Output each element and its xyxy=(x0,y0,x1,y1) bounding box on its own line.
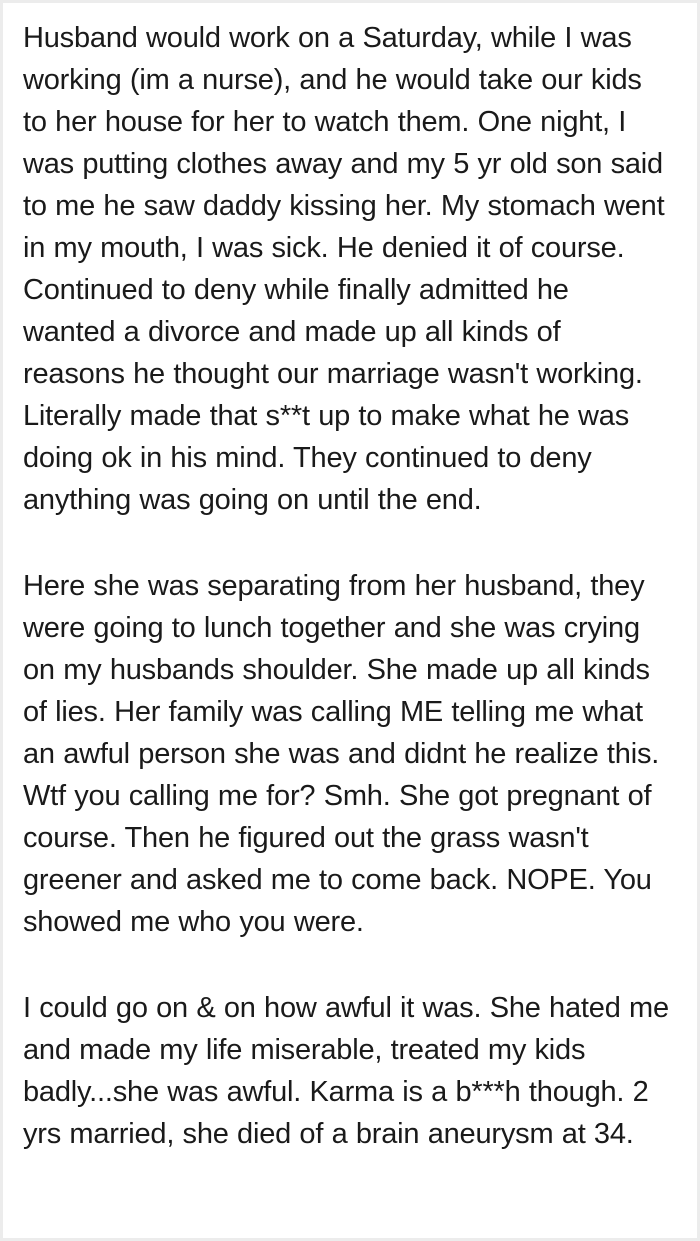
post-paragraph-2: Here she was separating from her husband, they were going to lunch together and she was crying on my husbands shoulder. She made up all kinds of lies. Her family was calling ME telling me what an awful person she was and didnt he realize this. Wtf you calling me for? Smh. She got pregnant of course. Then he figured out the grass wasn't greener and asked me to come back. NOPE. You showed me who you were. xyxy=(23,570,660,938)
post-paragraph-1: Husband would work on a Saturday, while I was working (im a nurse), and he would take our kids to her house for her to watch them. One night, I was putting clothes away and my 5 yr old son said to me he saw daddy kissing her. My stomach went in my mouth, I was sick. He denied it of course. Continued to deny while finally admitted he wanted a divorce and made up all kinds of reasons he thought our marriage wasn't working. Literally made that s**t up to make what he was doing ok in his mind. They continued to deny anything was going on until the end. xyxy=(23,22,665,516)
post-paragraph-3: I could go on & on how awful it was. She hated me and made my life miserable, treated my kids badly...she was awful. Karma is a b***h though. 2 yrs married, she died of a brain aneurysm at 34. xyxy=(23,992,669,1150)
